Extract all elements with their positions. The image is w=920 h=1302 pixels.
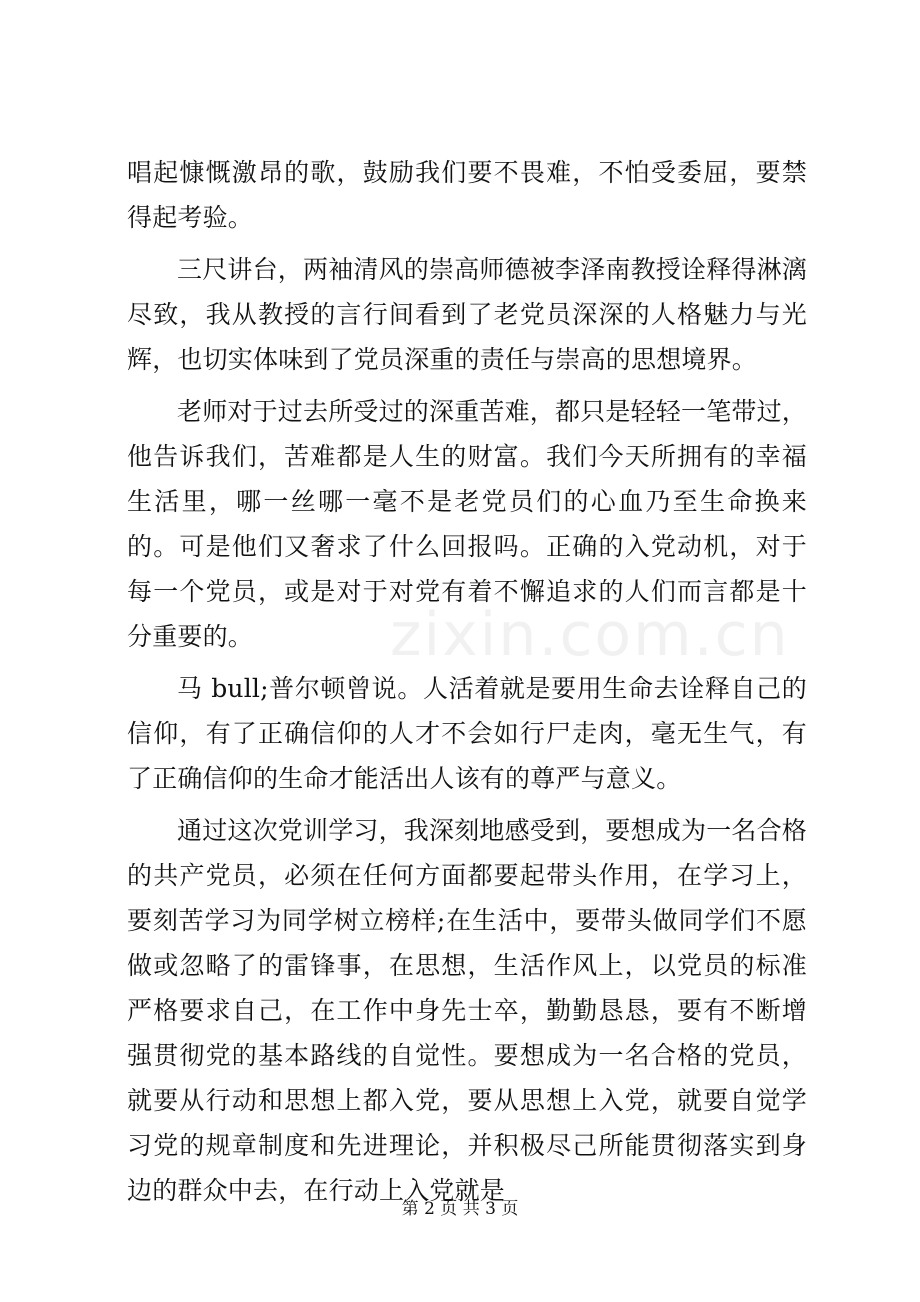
document-body — [127, 150, 807, 1220]
paragraph-1: 唱起慷慨激昂的歌，鼓励我们要不畏难，不怕受委屈，要禁得起考验。 — [127, 158, 807, 232]
paragraph-3: 老师对于过去所受过的深重苦难，都只是轻轻一笔带过，他告诉我们，苦难都是人生的财富。我们今天所拥有的幸福生活里，哪一丝哪一毫不是老党员们的心血乃至生命换来的。可是他们又奢求了什么回报吗。正确的入党动机，对于每一个党员，或是对于对党有着不懈追求的人们而言都是十分重要的。 — [127, 397, 808, 651]
paragraph-5: 通过这次党训学习，我深刻地感受到，要想成为一名合格的共产党员，必须在任何方面都要起带头作用，在学习上，要刻苦学习为同学树立榜样;在生活中，要带头做同学们不愿做或忽略了的雷锋事，在思想，生活作风上，以党员的标准严格要求自己，在工作中身先士卒，勤勤恳恳，要有不断增强贯彻党的基本路线的自觉性。要想成为一名合格的党员，就要从行动和思想上都入党，要从思想上入党，就要自觉学习党的规章制度和先进理论，并积极尽己所能贯彻落实到身边的群众中去，在行动上入党就是 — [127, 816, 808, 1205]
paragraph-2: 三尺讲台，两袖清风的崇高师德被李泽南教授诠释得淋漓尽致，我从教授的言行间看到了老党员深深的人格魅力与光辉，也切实体味到了党员深重的责任与崇高的思想境界。 — [127, 255, 808, 374]
watermark: zixin.com.cn — [390, 600, 790, 670]
page-number-footer: 第 2 页 共 3 页 — [401, 1199, 519, 1219]
paragraph-4: 马 bull;普尔顿曾说。人活着就是要用生命去诠释自己的信仰，有了正确信仰的人才不会如行尸走肉，毫无生气，有了正确信仰的生命才能活出人该有的尊严与意义。 — [127, 674, 807, 793]
